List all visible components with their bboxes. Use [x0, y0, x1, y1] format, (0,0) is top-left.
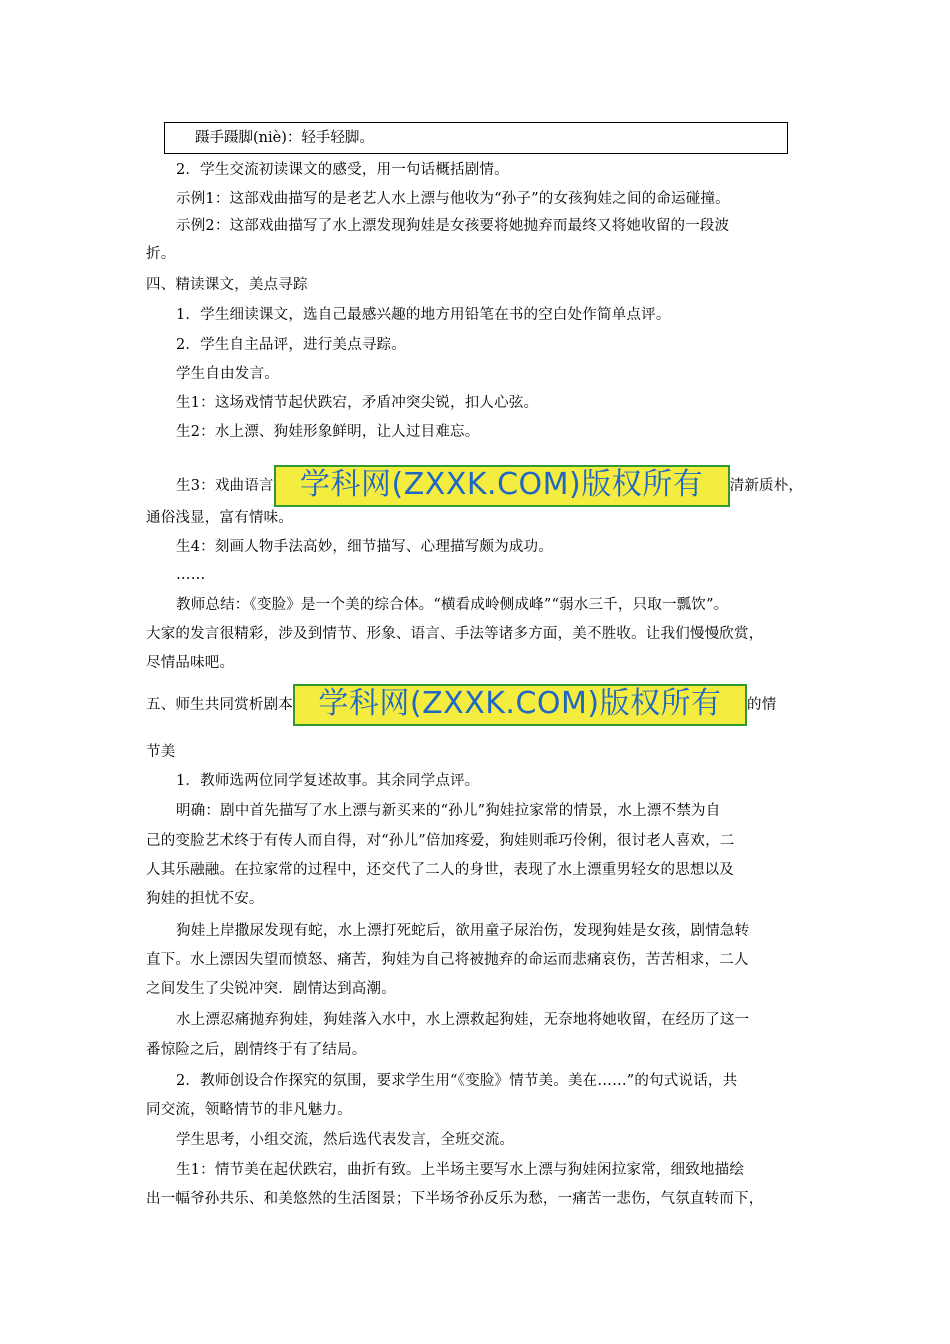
text-line: 水上漂忍痛抛弃狗娃，狗娃落入水中，水上漂救起狗娃，无奈地将她收留，在经历了这一	[176, 1012, 750, 1028]
text-fragment: 五、师生共同赏析剧本	[146, 697, 293, 713]
text-line: 人其乐融融。在拉家常的过程中，还交代了二人的身世，表现了水上漂重男轻女的思想以及	[146, 862, 734, 878]
text-line: 生4：刻画人物手法高妙，细节描写、心理描写颇为成功。	[176, 539, 553, 555]
text-line: 出一幅爷孙共乐、和美悠然的生活图景；下半场爷孙反乐为愁，一痛苦一悲伤，气氛直转而下，	[146, 1191, 764, 1207]
text-line: 生2：水上漂、狗娃形象鲜明，让人过目难忘。	[176, 424, 480, 440]
vocabulary-box	[164, 122, 788, 154]
text-line: 己的变脸艺术终于有传人而自得，对“孙儿”倍加疼爱，狗娃则乖巧伶俐，很讨老人喜欢，二	[146, 833, 735, 849]
text-line: 直下。水上漂因失望而愤怒、痛苦，狗娃为自己将被抛弃的命运而悲痛哀伤，苦苦相求，二人	[146, 952, 749, 968]
text-line: 示例1：这部戏曲描写的是老艺人水上漂与他收为“孙子”的女孩狗娃之间的命运碰撞。	[176, 191, 730, 207]
text-line: 尽情品味吧。	[146, 655, 235, 671]
text-line: 示例2：这部戏曲描写了水上漂发现狗娃是女孩要将她抛弃而最终又将她收留的一段波	[176, 218, 730, 234]
text-line: 2．学生自主品评，进行美点寻踪。	[176, 337, 406, 353]
text-line: 生1：情节美在起伏跌宕，曲折有致。上半场主要写水上漂与狗娃闲拉家常，细致地描绘	[176, 1162, 745, 1178]
text-line: ……	[176, 567, 206, 583]
section-heading-with-watermark	[146, 684, 822, 726]
text-line: 之间发生了尖锐冲突．剧情达到高潮。	[146, 981, 396, 997]
text-fragment: 的情	[747, 697, 777, 713]
vocabulary-note: 蹑手蹑脚(niè)：轻手轻脚。	[195, 130, 374, 146]
text-line: 狗娃上岸撒尿发现有蛇，水上漂打死蛇后，欲用童子尿治伤，发现狗娃是女孩，剧情急转	[176, 923, 750, 939]
text-line: 折。	[146, 246, 176, 262]
text-line: 同交流，领略情节的非凡魅力。	[146, 1102, 352, 1118]
section-heading: 四、精读课文，美点寻踪	[146, 277, 308, 293]
text-line: 学生思考，小组交流，然后选代表发言，全班交流。	[176, 1132, 515, 1148]
text-line: 生1：这场戏情节起伏跌宕，矛盾冲突尖锐，扣人心弦。	[176, 395, 539, 411]
text-line: 番惊险之后，剧情终于有了结局。	[146, 1042, 367, 1058]
text-line: 2．教师创设合作探究的氛围，要求学生用“《变脸》情节美。美在……”的句式说话，共	[176, 1073, 738, 1089]
text-line: 明确：剧中首先描写了水上漂与新买来的“孙儿”狗娃拉家常的情景，水上漂不禁为自	[176, 803, 721, 819]
text-line: 狗娃的担忧不安。	[146, 891, 264, 907]
watermark-banner: 学科网(ZXXK.COM)版权所有	[293, 684, 747, 726]
text-line: 2．学生交流初读课文的感受，用一句话概括剧情。	[176, 162, 509, 178]
text-line: 教师总结：《变脸》是一个美的综合体。“横看成岭侧成峰”“弱水三千，只取一瓢饮”。	[176, 597, 729, 613]
text-line: 大家的发言很精彩，涉及到情节、形象、语言、手法等诸多方面，美不胜收。让我们慢慢欣赏，	[146, 626, 764, 642]
text-line: 通俗浅显，富有情味。	[146, 510, 293, 526]
text-line: 节美	[146, 744, 176, 760]
text-fragment: 生3：戏曲语言	[176, 478, 274, 494]
text-line: 学生自由发言。	[176, 366, 279, 382]
text-line-with-watermark	[176, 465, 822, 507]
text-line: 1．学生细读课文，选自己最感兴趣的地方用铅笔在书的空白处作简单点评。	[176, 307, 671, 323]
watermark-banner: 学科网(ZXXK.COM)版权所有	[274, 465, 730, 507]
text-fragment: 清新质朴，	[729, 478, 804, 494]
text-line: 1．教师选两位同学复述故事。其余同学点评。	[176, 773, 480, 789]
